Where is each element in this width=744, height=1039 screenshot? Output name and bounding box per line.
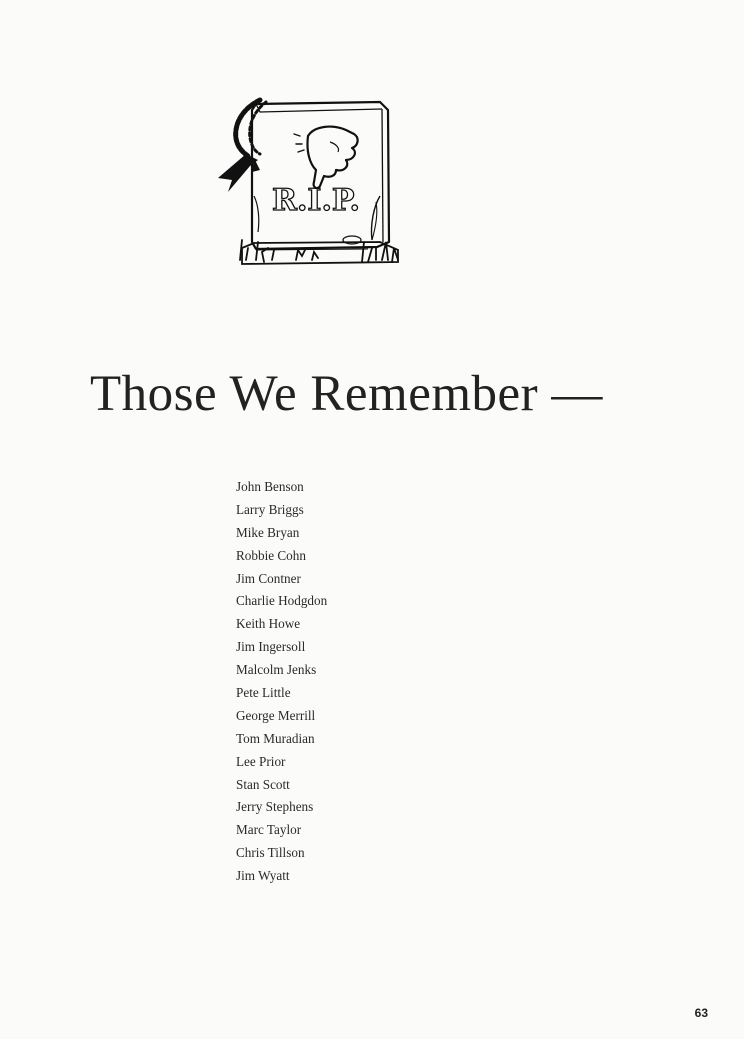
tombstone-thumbs-down-icon [212,92,412,272]
list-item: Jerry Stephens [236,799,314,815]
list-item: Jim Ingersoll [236,639,306,655]
list-item: John Benson [236,479,304,494]
page-number: 63 [694,1006,708,1020]
list-item: Robbie Cohn [236,547,306,563]
list-item: Tom Muradian [236,730,315,746]
list-item: Charlie Hodgdon [236,593,328,609]
list-item: Pete Little [236,685,291,701]
list-item: Jim Contner [236,570,301,586]
list-item: Mike Bryan [236,524,300,540]
list-item: Stan Scott [236,776,290,792]
list-item: Larry Briggs [236,501,304,517]
name-list [236,476,327,888]
page-title: Those We Remember — [90,366,603,422]
list-item: Malcolm Jenks [236,662,317,678]
list-item: Keith Howe [236,616,301,632]
list-item: Lee Prior [236,753,286,769]
list-item: Jim Wyatt [236,868,290,884]
list-item: Marc Taylor [236,822,302,838]
headstone-text: R.I.P. [272,183,360,218]
list-item: Chris Tillson [236,845,305,861]
tombstone-illustration [212,92,412,272]
list-item: George Merrill [236,707,316,723]
